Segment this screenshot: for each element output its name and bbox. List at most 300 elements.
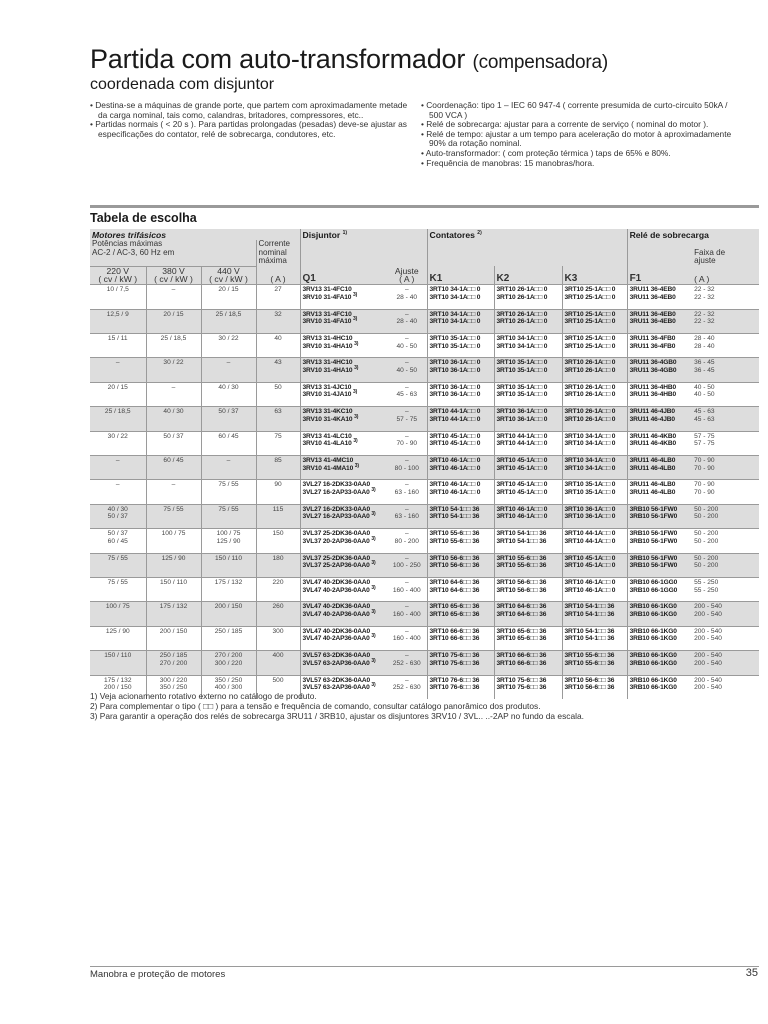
contactor-k1 [427,626,494,650]
table-row [90,358,759,382]
contactor-k2-line: 3RT10 75-6□□ 36 [496,684,547,692]
footnote: 2) Para complementar o tipo ( □□ ) para a tensão e frequência de comando, consultar catálogo panorâmico dos produtos. [90,700,541,711]
power-440v-line: 250 / 185 [214,627,243,635]
footnote-ref: 3) [354,340,359,347]
current-value-line: 180 [272,554,284,562]
faixa-range-line: 50 - 200 [694,530,719,538]
corrente-header [256,240,300,266]
power-380v-line: 200 / 150 [159,627,188,635]
breaker-q1-line: 3VL37 25-2DK36-0AA0 [302,554,371,562]
relay-f1-line: 3RB10 66-1KG0 [629,603,677,611]
contactor-k3-line: 3RT10 56-6□□ 36 [564,676,615,684]
contatores-label: Contatores [429,230,475,240]
relay-f1-line: 3RU11 36-4GB0 [629,359,677,367]
power-220v [90,529,146,553]
power-380v-line: 25 / 18,5 [160,335,187,343]
ajuste-range [387,285,427,309]
ajuste-range [387,456,427,480]
power-220v-line: – [115,457,120,465]
breaker-q1-code: 3RV10 41-4LA10 [302,440,352,448]
contactor-k2-line: 3RT10 54-1□□ 36 [496,537,547,545]
breaker-q1 [300,456,387,480]
footnote-ref: 3) [371,559,376,566]
breaker-q1-line: 3VL27 16-2DK33-0AA0 [302,481,371,489]
contactor-k2-line: 3RT10 64-6□□ 36 [496,603,547,611]
breaker-q1-line [302,413,386,424]
breaker-q1-line: 3RV13 31-4FC10 [302,310,352,318]
table-row [90,602,759,626]
breaker-q1-line [303,318,386,326]
v440-header [201,266,256,285]
contactor-k1-line: 3RT10 56-6□□ 36 [429,562,480,570]
contactor-k3 [562,456,627,480]
ajuste-range-line: 252 - 630 [392,659,421,667]
contactor-k3-line: 3RT10 45-1A□□ 0 [564,554,616,562]
breaker-q1 [300,334,387,358]
contactor-k1-line: 3RT10 76-6□□ 36 [429,676,480,684]
contactor-k3-line: 3RT10 26-1A□□ 0 [564,415,616,423]
bullet-item: • Coordenação: tipo 1 – IEC 60 947-4 ( corrente presumida de curto-circuito 50kA / 500 VCA ) [421,100,728,120]
relay-f1-line: 3RB10 66-1KG0 [629,635,677,643]
breaker-q1 [300,407,387,431]
contactor-k2-line: 3RT10 35-1A□□ 0 [496,359,548,367]
contactor-k2 [494,358,562,382]
power-220v [90,577,146,601]
faixa-header [692,240,759,266]
breaker-q1-code: 3VL47 40-2AP36-0AA0 [302,635,370,643]
footnote-ref: 3) [371,657,376,664]
contactor-k2-line: 3RT10 66-6□□ 36 [496,659,547,667]
current-value [256,651,300,675]
faixa-range-line: 36 - 45 [694,367,715,375]
power-220v-line: 175 / 132 [104,676,132,684]
contactor-k3-line: 3RT10 34-1A□□ 0 [564,432,616,440]
power-380v-line: 125 / 90 [161,554,186,562]
breaker-q1-line: 3VL47 40-2DK36-0AA0 [302,627,371,635]
footnote: 1) Veja acionamento rotativo externo no catálogo de produto. [90,691,317,701]
relay-f1 [627,456,692,480]
contactor-k2 [494,577,562,601]
current-value [256,456,300,480]
power-220v-line: 20 / 15 [107,383,128,391]
table-row [90,529,759,553]
contactor-k3 [562,431,627,455]
ajuste-range-line: 57 - 75 [396,415,418,423]
faixa-range [692,334,759,358]
power-440v [201,602,256,626]
power-440v [201,553,256,577]
v220-header [90,266,146,285]
contactor-k2 [494,456,562,480]
power-380v [146,334,201,358]
ajuste-range-line: – [404,578,409,586]
ajuste-range-line: – [404,286,409,294]
power-440v [201,626,256,650]
breaker-q1-code: 3VL27 16-2AP33-0AA0 [302,513,370,521]
current-value-line: 43 [274,359,282,367]
potencias-label: Potências máximas [92,239,163,248]
contactor-k3 [562,407,627,431]
ajuste-range-line: 28 - 40 [396,293,418,301]
power-440v [201,431,256,455]
bullet-item: • Partidas normais ( < 20 s ). Para partidas prolongadas (pesadas) deve-se ajustar as especificações do contator, relé de sobrecarga, condutores, etc. [90,119,407,139]
power-380v [146,358,201,382]
contactor-k1 [427,651,494,675]
contactor-k2 [494,407,562,431]
relay-f1-line: 3RB10 56-1FW0 [629,537,678,545]
relay-f1 [627,407,692,431]
contactor-k1-line: 3RT10 34-1A□□ 0 [429,310,481,318]
faixa-label: Faixa de [694,247,726,257]
power-220v-line: – [115,481,120,489]
contactor-k3-line: 3RT10 25-1A□□ 0 [564,310,616,318]
contactor-k1-line: 3RT10 55-6□□ 36 [429,537,480,545]
contactor-k1 [427,456,494,480]
current-value-line: 32 [274,310,282,318]
ajuste-range-line: – [404,481,409,489]
contactor-k2-line: 3RT10 45-1A□□ 0 [496,457,548,465]
footer-rule [90,966,759,967]
breaker-q1-code: 3VL47 40-2AP36-0AA0 [302,610,370,618]
breaker-q1-line: 3VL57 63-2DK36-0AA0 [302,652,371,660]
footnote-ref: 3) [371,633,376,640]
contactor-k3-line: 3RT10 55-6□□ 36 [564,659,615,667]
relay-f1 [627,577,692,601]
ajuste-range-line: – [404,457,409,465]
power-440v-line: 30 / 22 [218,335,239,343]
contactor-k1-line: 3RT10 75-6□□ 36 [429,659,480,667]
breaker-q1-line [302,486,386,497]
unit-label: ( A ) [270,274,286,285]
power-220v [90,504,146,528]
bullet-item: • Relé de tempo: ajustar a um tempo para aceleração do motor à aproximadamente 90% da rotação nominal. [421,128,732,149]
faixa-range-line: 200 - 540 [694,659,722,667]
breaker-q1 [300,285,387,309]
bullet-item: • Auto-transformador: ( com proteção térmica ) taps de 65% e 80%. [421,147,671,158]
power-440v-line: 400 / 300 [214,684,243,692]
relay-f1-line: 3RU11 46-4JB0 [629,415,675,423]
power-220v [90,382,146,406]
contactor-k2 [494,431,562,455]
power-380v [146,382,201,406]
section-title: Tabela de escolha [90,211,197,225]
contactor-k3 [562,285,627,309]
table-row [90,577,759,601]
relay-f1 [627,480,692,504]
relay-f1 [627,602,692,626]
relay-f1-line: 3RU11 36-4GB0 [629,367,677,375]
contactor-k3 [562,651,627,675]
contactor-k1-line: 3RT10 34-1A□□ 0 [429,286,481,294]
page-subtitle: coordenada com disjuntor [90,76,275,93]
current-value-line: 85 [274,457,282,465]
power-380v [146,553,201,577]
relay-f1-line: 3RU11 36-4FB0 [629,342,676,350]
table-row [90,504,759,528]
contactor-k3 [562,382,627,406]
contactor-k3-line: 3RT10 35-1A□□ 0 [564,489,616,496]
breaker-q1-line: 3RV13 41-4LC10 [302,432,352,440]
power-220v-line: 75 / 55 [107,554,128,562]
contactor-k1-line: 3RT10 36-1A□□ 0 [429,391,481,399]
ajuste-range-line: – [404,335,409,343]
contactor-k2-line: 3RT10 35-1A□□ 0 [496,391,548,399]
disjuntor-header [300,229,427,240]
faixa-range-line: 50 - 200 [694,554,719,562]
contactor-k2-line: 3RT10 36-1A□□ 0 [496,408,548,416]
faixa-range [692,309,759,333]
relay-f1 [627,382,692,406]
power-220v [90,651,146,675]
current-value [256,480,300,504]
current-value-line: 220 [272,578,284,586]
rele-header: Relé de sobrecarga [627,229,759,240]
relay-f1-line: 3RB10 66-1GG0 [629,586,678,594]
power-220v [90,626,146,650]
power-220v-line: 40 / 30 [107,505,128,513]
faixa-range-line: 22 - 32 [694,286,715,294]
power-220v-line: 12,5 / 9 [106,310,129,318]
ajuste-range-line: 40 - 50 [396,367,418,375]
power-440v [201,651,256,675]
contactor-k2-line: 3RT10 65-6□□ 36 [496,627,547,635]
relay-f1-line: 3RU11 46-4LB0 [629,457,676,465]
breaker-q1 [300,602,387,626]
contactor-k2-line: 3RT10 56-6□□ 36 [496,578,547,586]
ajuste-range-line: – [404,408,409,416]
faixa-range-line: 200 - 540 [694,627,722,635]
contactor-k1 [427,553,494,577]
power-220v-line: – [115,359,120,367]
power-380v-line: – [171,481,176,489]
relay-f1-line: 3RU11 36-4EB0 [629,310,676,318]
relay-f1-line: 3RU11 46-4KB0 [629,440,676,448]
power-440v-line: 75 / 55 [218,505,239,513]
breaker-q1-code: 3VL27 16-2AP33-0AA0 [302,489,370,496]
power-380v [146,431,201,455]
contactor-k3-line: 3RT10 25-1A□□ 0 [564,293,616,301]
ac-label: AC-2 / AC-3, 60 Hz em [92,247,175,257]
power-380v-line: 30 / 22 [163,359,184,367]
breaker-q1-code: 3VL57 63-2AP36-0AA0 [302,684,370,692]
power-380v-line: 175 / 132 [159,603,188,611]
ajuste-range [387,382,427,406]
breaker-q1-code: 3VL37 20-2AP36-0AA0 [302,537,370,545]
faixa-range [692,407,759,431]
breaker-q1-line [302,584,386,595]
power-380v-line: 20 / 15 [163,310,184,318]
relay-f1-line: 3RU11 46-4LB0 [629,464,676,472]
power-440v [201,358,256,382]
contactor-k1 [427,529,494,553]
table-row [90,456,759,480]
power-380v [146,480,201,504]
f1-header: F1 [627,266,692,285]
faixa-range-line: 22 - 32 [694,293,715,301]
corrente-label: nominal [258,247,287,257]
relay-f1-line: 3RB10 66-1KG0 [629,627,677,635]
power-220v [90,456,146,480]
relay-f1 [627,358,692,382]
power-220v [90,602,146,626]
contactor-k2 [494,309,562,333]
unit-label: ( cv / kW ) [154,274,193,285]
contactor-k2-line: 3RT10 26-1A□□ 0 [496,286,548,294]
contactor-k1-line: 3RT10 65-6□□ 36 [429,610,480,618]
relay-f1 [627,529,692,553]
power-220v [90,480,146,504]
contactor-k3 [562,602,627,626]
current-value-line: 400 [272,652,284,660]
contactor-k1 [427,577,494,601]
potencias-header [90,240,256,266]
breaker-q1 [300,504,387,528]
ajuste-range-line: – [404,603,409,611]
table-row [90,651,759,675]
breaker-q1-code: 3RV10 31-4JA10 [302,391,352,399]
relay-f1-line: 3RU11 36-4FB0 [629,335,676,343]
breaker-q1 [300,529,387,553]
contactor-k2-line: 3RT10 35-1A□□ 0 [496,367,548,375]
power-440v [201,504,256,528]
contactor-k3-line: 3RT10 26-1A□□ 0 [564,367,616,375]
footnote-ref: 3) [371,584,376,591]
power-440v-line: 200 / 150 [214,603,243,611]
contactor-k3-line: 3RT10 54-1□□ 36 [564,635,615,643]
current-value-line: 150 [272,530,284,538]
contactor-k3-line: 3RT10 26-1A□□ 0 [564,359,616,367]
faixa-range-line: 55 - 250 [694,586,719,594]
breaker-q1-line: 3VL27 16-2DK33-0AA0 [302,505,371,513]
contactor-k3-line: 3RT10 36-1A□□ 0 [564,513,616,521]
ajuste-label: Ajuste [394,266,419,276]
power-440v [201,529,256,553]
relay-f1 [627,309,692,333]
contactor-k2 [494,285,562,309]
footnote-ref: 3) [371,608,376,615]
faixa-range [692,626,759,650]
breaker-q1-line [302,608,386,619]
unit-label: ( cv / kW ) [98,274,138,285]
ajuste-range [387,504,427,528]
contactor-k3-line: 3RT10 54-1□□ 36 [564,610,615,618]
ajuste-range-line: – [404,627,409,635]
relay-f1-line: 3RB10 66-1GG0 [629,578,678,586]
contactor-k3-line: 3RT10 54-1□□ 36 [564,627,615,635]
breaker-q1-code: 3RV10 31-4FA10 [302,318,352,326]
relay-f1-line: 3RU11 36-4EB0 [629,318,676,326]
contactor-k1-line: 3RT10 36-1A□□ 0 [429,383,481,391]
relay-f1 [627,651,692,675]
contactor-k3-line: 3RT10 55-6□□ 36 [564,652,615,660]
faixa-range-line: 200 - 540 [694,610,722,618]
contactor-k1-line: 3RT10 64-6□□ 36 [429,586,480,594]
power-220v-line: 60 / 45 [107,537,128,545]
contatores-blank [427,240,627,266]
ajuste-range-line: 63 - 160 [394,513,419,521]
contactor-k3 [562,529,627,553]
current-value [256,407,300,431]
current-value [256,285,300,309]
relay-f1-line: 3RU11 36-4EB0 [629,286,676,294]
breaker-q1-code: 3VL57 63-2AP36-0AA0 [302,659,370,667]
relay-f1-line: 3RB10 56-1FW0 [629,530,678,538]
current-value-line: 27 [274,286,282,294]
table-row [90,480,759,504]
power-440v-line: 300 / 220 [214,659,243,667]
breaker-q1 [300,577,387,601]
power-440v-line: – [226,359,231,367]
contactor-k2-line: 3RT10 55-6□□ 36 [496,562,547,570]
relay-f1-line: 3RB10 56-1FW0 [629,554,678,562]
ajuste-range-line: 45 - 63 [396,391,418,399]
breaker-q1 [300,651,387,675]
power-440v-line: 50 / 37 [218,408,239,416]
breaker-q1-line: 3VL57 63-2DK36-0AA0 [302,676,371,684]
ajuste-range [387,431,427,455]
relay-f1-line: 3RB10 66-1KG0 [629,676,677,684]
breaker-q1 [300,553,387,577]
contactor-k3 [562,334,627,358]
page-title [90,44,608,75]
breaker-q1 [300,431,387,455]
power-380v [146,504,201,528]
power-380v [146,577,201,601]
power-380v [146,626,201,650]
power-220v-line: 50 / 37 [107,513,128,521]
contactor-k2-line: 3RT10 46-1A□□ 0 [496,513,548,521]
power-440v-line: 125 / 90 [216,537,241,545]
breaker-q1-line: 3RV13 31-4HC10 [302,359,353,367]
contactor-k3-line: 3RT10 46-1A□□ 0 [564,586,616,594]
power-380v-line: 75 / 55 [163,505,184,513]
faixa-range-line: 200 - 540 [694,684,722,692]
power-440v [201,407,256,431]
faixa-range-line: 57 - 75 [694,440,715,448]
footnote-ref: 3) [371,486,376,493]
table-row [90,553,759,577]
contactor-k1-line: 3RT10 75-6□□ 36 [429,652,480,660]
faixa-range [692,651,759,675]
ajuste-range-line: 100 - 250 [392,562,421,570]
power-380v-line: 350 / 250 [159,684,188,692]
breaker-q1-line: 3RV13 31-4FC10 [302,286,352,294]
faixa-range-line: 22 - 32 [694,318,715,326]
page-title-main: Partida com auto-transformador [90,44,466,74]
contactor-k1-line: 3RT10 46-1A□□ 0 [429,457,481,465]
breaker-q1-code: 3RV10 31-4HA10 [302,342,353,350]
breaker-q1-code: 3RV10 41-4MA10 [302,464,354,472]
power-440v-line: 100 / 75 [216,530,241,538]
ajuste-range [387,529,427,553]
ajuste-range [387,553,427,577]
contactor-k3-line: 3RT10 25-1A□□ 0 [564,318,616,326]
power-380v [146,529,201,553]
contactor-k3-line: 3RT10 46-1A□□ 0 [564,578,616,586]
power-380v [146,651,201,675]
footnote-ref: 3) [354,364,359,371]
ajuste-range-line: – [404,554,409,562]
relay-f1 [627,334,692,358]
contactor-k2 [494,626,562,650]
power-380v-line: 100 / 75 [161,530,186,538]
power-380v [146,456,201,480]
power-220v-line: 30 / 22 [107,432,128,440]
current-value [256,553,300,577]
power-440v [201,309,256,333]
contactor-k2-line: 3RT10 65-6□□ 36 [496,635,547,643]
v380-label: 380 V [162,266,185,276]
